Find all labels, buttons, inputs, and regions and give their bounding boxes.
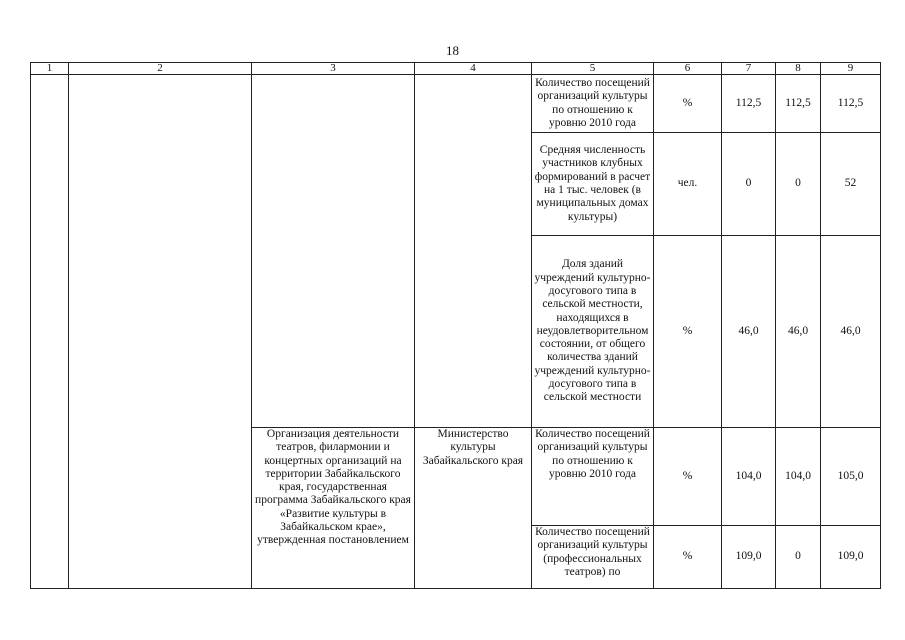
column-header: 5 [532, 63, 654, 75]
value-cell-col7: 109,0 [722, 526, 776, 589]
column-header: 7 [722, 63, 776, 75]
unit-cell: чел. [654, 133, 722, 236]
indicator-cell: Количество посещений организаций культуры (профессиональных театров) по [532, 526, 654, 589]
column-header: 9 [821, 63, 881, 75]
value-cell-col7: 0 [722, 133, 776, 236]
column-header: 4 [415, 63, 532, 75]
indicator-cell: Средняя численность участников клубных формирований в расчет на 1 тыс. человек (в муниципальных домах культуры) [532, 133, 654, 236]
indicator-cell: Количество посещений организаций культуры по отношению к уровню 2010 года [532, 428, 654, 526]
page-number: 18 [446, 43, 459, 58]
value-cell-col8: 0 [776, 526, 821, 589]
empty-cell-col2 [69, 75, 252, 589]
value-cell-col7: 104,0 [722, 428, 776, 526]
unit-cell: % [654, 428, 722, 526]
column-header: 1 [31, 63, 69, 75]
indicator-cell: Количество посещений организаций культуры по отношению к уровню 2010 года [532, 75, 654, 133]
unit-cell: % [654, 236, 722, 428]
column-header: 6 [654, 63, 722, 75]
value-cell-col9: 46,0 [821, 236, 881, 428]
activity-cell: Организация деятельности театров, филармонии и концертных организаций на территории Забайкальского края, государственная программа Забайкальского края «Развитие культуры в Забайкальском крае», утвержденная постановлением [252, 428, 415, 589]
empty-cell-col3 [252, 75, 415, 428]
column-header: 8 [776, 63, 821, 75]
value-cell-col7: 112,5 [722, 75, 776, 133]
value-cell-col9: 112,5 [821, 75, 881, 133]
column-header: 3 [252, 63, 415, 75]
executor-cell: Министерство культуры Забайкальского края [415, 428, 532, 589]
value-cell-col9: 52 [821, 133, 881, 236]
value-cell-col8: 46,0 [776, 236, 821, 428]
unit-cell: % [654, 526, 722, 589]
value-cell-col8: 104,0 [776, 428, 821, 526]
table-row [31, 75, 881, 133]
indicators-table [30, 62, 881, 589]
column-header: 2 [69, 63, 252, 75]
value-cell-col7: 46,0 [722, 236, 776, 428]
value-cell-col9: 105,0 [821, 428, 881, 526]
unit-cell: % [654, 75, 722, 133]
empty-cell-col4 [415, 75, 532, 428]
indicator-cell: Доля зданий учреждений культурно-досугового типа в сельской местности, находящихся в неудовлетворительном состоянии, от общего количества зданий учреждений культурно-досугового типа в сельской местности [532, 236, 654, 428]
empty-cell-col1 [31, 75, 69, 589]
value-cell-col8: 112,5 [776, 75, 821, 133]
value-cell-col8: 0 [776, 133, 821, 236]
column-header-row [31, 63, 881, 75]
value-cell-col9: 109,0 [821, 526, 881, 589]
